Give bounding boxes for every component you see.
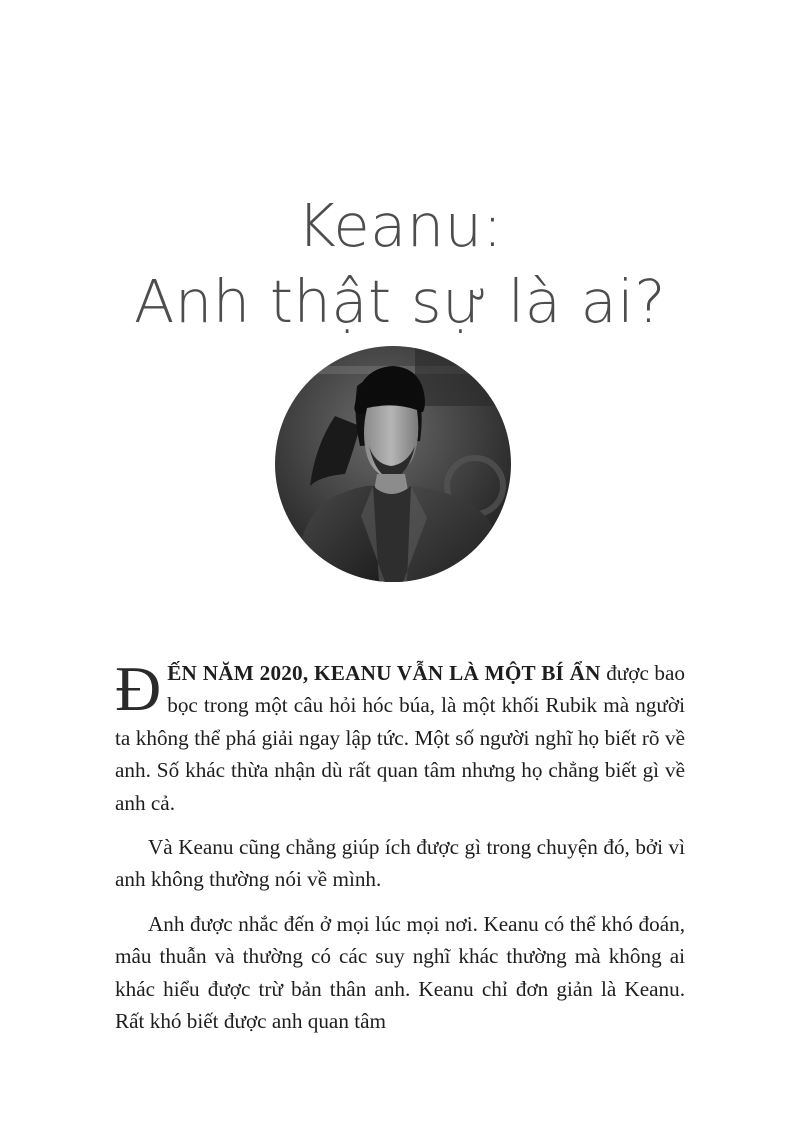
- paragraph-1: [115, 653, 685, 819]
- paragraph-2: Và Keanu cũng chẳng giúp ích được gì trong chuyện đó, bởi vì anh không thường nói về mình.: [115, 835, 685, 892]
- chapter-title-line-1: Keanu:: [297, 191, 503, 260]
- chapter-title: [0, 188, 800, 340]
- drop-cap: Đ: [115, 653, 162, 724]
- portrait-photo-icon: [275, 346, 511, 582]
- body-text: [115, 653, 685, 1049]
- paragraph-1-rest: được bao bọc trong một câu hỏi hóc búa, là một khối Rubik mà người ta không thể phá giải ngay lập tức. Một số người nghĩ họ biết rõ về anh. Số khác thừa nhận dù rất quan tâm nhưng họ chẳng biết gì về anh cả.: [115, 661, 685, 815]
- portrait-photo: [275, 346, 511, 582]
- paragraph-3: Anh được nhắc đến ở mọi lúc mọi nơi. Keanu có thể khó đoán, mâu thuẫn và thường có các suy nghĩ khác thường mà không ai khác hiểu được trừ bản thân anh. Keanu chỉ đơn giản là Keanu. Rất khó biết được anh quan tâm: [115, 911, 685, 1034]
- paragraph-1-lead: ẾN NĂM 2020, KEANU VẪN LÀ MỘT BÍ ẨN: [167, 661, 601, 685]
- chapter-title-line-2: Anh thật sự là ai?: [133, 267, 667, 336]
